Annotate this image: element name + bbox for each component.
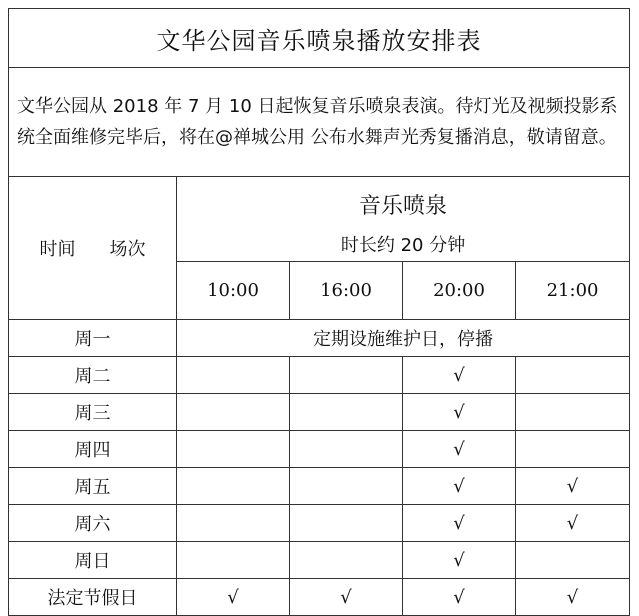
schedule-cell — [516, 394, 630, 431]
time-slot: 20:00 — [403, 262, 516, 320]
schedule-cell: √ — [516, 468, 630, 505]
day-label: 周日 — [9, 542, 177, 579]
schedule-cell — [290, 431, 403, 468]
schedule-cell — [177, 468, 290, 505]
day-label: 周一 — [9, 320, 177, 357]
schedule-cell: √ — [403, 394, 516, 431]
schedule-cell — [516, 431, 630, 468]
table-row — [9, 357, 630, 394]
schedule-cell — [516, 357, 630, 394]
duration-label: 时长约 20 分钟 — [177, 227, 630, 262]
schedule-cell: √ — [403, 431, 516, 468]
schedule-cell — [177, 542, 290, 579]
page-title: 文华公园音乐喷泉播放安排表 — [9, 9, 630, 68]
time-label: 时间 — [39, 239, 76, 260]
day-label: 周三 — [9, 394, 177, 431]
time-slot: 21:00 — [516, 262, 630, 320]
schedule-cell — [516, 542, 630, 579]
schedule-cell — [290, 394, 403, 431]
schedule-sheet — [8, 8, 629, 616]
show-name: 音乐喷泉 — [177, 177, 630, 228]
day-label: 周六 — [9, 505, 177, 542]
schedule-cell: √ — [516, 579, 630, 616]
time-session-header — [9, 177, 177, 320]
table-row — [9, 505, 630, 542]
day-label: 法定节假日 — [9, 579, 177, 616]
schedule-cell — [177, 394, 290, 431]
schedule-cell: √ — [403, 357, 516, 394]
schedule-cell — [290, 468, 403, 505]
notice-text: 文华公园从 2018 年 7 月 10 日起恢复音乐喷泉表演。待灯光及视频投影系统全面维修完毕后，将在@禅城公用 公布水舞声光秀复播消息，敬请留意。 — [9, 68, 630, 177]
schedule-cell: √ — [177, 579, 290, 616]
time-slot: 10:00 — [177, 262, 290, 320]
schedule-cell: √ — [403, 505, 516, 542]
schedule-table — [8, 8, 630, 616]
table-row — [9, 431, 630, 468]
schedule-cell — [290, 542, 403, 579]
schedule-cell: √ — [290, 579, 403, 616]
schedule-cell: √ — [516, 505, 630, 542]
table-row — [9, 394, 630, 431]
table-row — [9, 579, 630, 616]
schedule-cell — [177, 431, 290, 468]
schedule-cell — [177, 357, 290, 394]
session-label: 场次 — [109, 239, 146, 260]
schedule-cell — [290, 357, 403, 394]
day-label: 周二 — [9, 357, 177, 394]
schedule-cell: √ — [403, 542, 516, 579]
table-row — [9, 320, 630, 357]
schedule-cell — [177, 505, 290, 542]
day-label: 周四 — [9, 431, 177, 468]
day-label: 周五 — [9, 468, 177, 505]
maintenance-note: 定期设施维护日，停播 — [177, 320, 630, 357]
time-slot: 16:00 — [290, 262, 403, 320]
table-row — [9, 542, 630, 579]
schedule-cell: √ — [403, 468, 516, 505]
schedule-cell — [290, 505, 403, 542]
table-row — [9, 468, 630, 505]
schedule-cell: √ — [403, 579, 516, 616]
